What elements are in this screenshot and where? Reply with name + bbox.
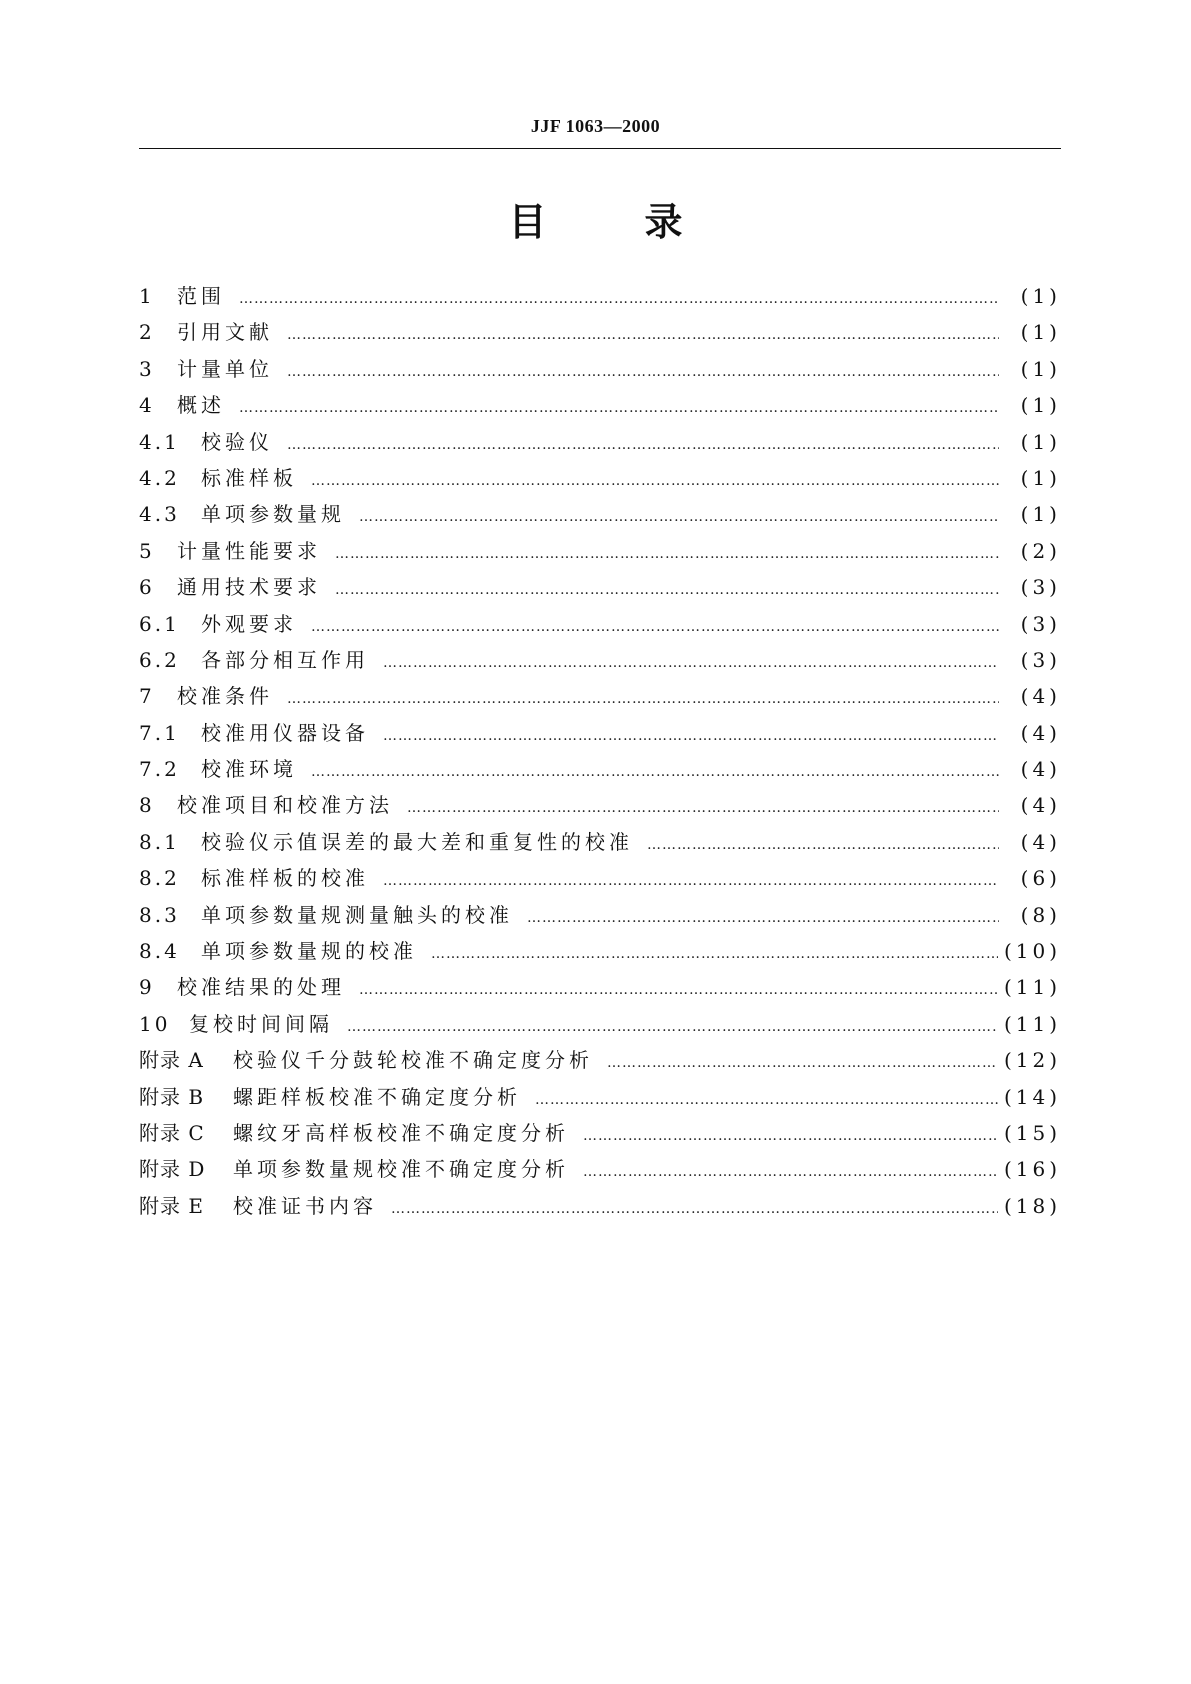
toc-entry-label: 计量性能要求 — [177, 538, 321, 563]
dot-leader — [287, 427, 999, 463]
dot-leader — [607, 1045, 998, 1081]
toc-entry-number: 附录 C — [139, 1120, 205, 1145]
toc-entry-page: (3) — [1020, 575, 1061, 600]
toc-entry-label: 范围 — [177, 284, 225, 308]
dot-leader — [311, 754, 999, 790]
dot-leader — [647, 827, 999, 863]
toc-entry-label: 引用文献 — [177, 320, 273, 345]
toc-entry-page: (8) — [1020, 902, 1061, 927]
toc-entry-label: 校准证书内容 — [233, 1193, 377, 1218]
toc-entry-label: 单项参数量规校准不确定度分析 — [233, 1157, 569, 1182]
toc-entry-label: 单项参数量规测量触头的校准 — [201, 902, 513, 927]
toc-entry-page: (1) — [1020, 356, 1061, 381]
toc-entry-number: 10 — [139, 1011, 171, 1036]
toc-entry-label: 标准样板 — [201, 465, 297, 490]
toc-entry-8-2 — [139, 860, 1061, 896]
page-title — [0, 197, 1191, 247]
toc-entry-2 — [139, 314, 1061, 350]
dot-leader — [239, 390, 999, 426]
toc-entry-page: (1) — [1020, 284, 1061, 308]
toc-entry-number: 9 — [139, 975, 155, 1000]
dot-leader — [583, 1118, 998, 1154]
dot-leader — [287, 317, 999, 353]
toc-entry-page: (3) — [1020, 647, 1061, 672]
toc-entry-page: (4) — [1020, 720, 1061, 745]
toc-entry-4 — [139, 387, 1061, 423]
toc-entry-label: 外观要求 — [201, 611, 297, 636]
dot-leader — [407, 790, 999, 826]
dot-leader — [311, 463, 999, 499]
dot-leader — [287, 681, 999, 717]
toc-entry-label: 校准结果的处理 — [177, 975, 345, 1000]
toc-entry-label: 校准用仪器设备 — [201, 720, 369, 745]
toc-entry-label: 校准条件 — [177, 684, 273, 709]
title-char-1: 目 — [508, 200, 547, 244]
toc-entry-number: 附录 E — [139, 1193, 204, 1218]
toc-entry-number: 7 — [139, 684, 155, 709]
toc-entry-label: 校准环境 — [201, 757, 297, 782]
toc-entry-page: (1) — [1020, 393, 1061, 418]
toc-entry-page: (11) — [1003, 975, 1061, 1000]
toc-entry-label: 单项参数量规的校准 — [201, 939, 417, 964]
toc-entry-number: 7.1 — [139, 720, 180, 745]
dot-leader — [431, 936, 998, 972]
toc-entry-appendix-e — [139, 1188, 1061, 1224]
toc-entry-4-3 — [139, 496, 1061, 532]
toc-entry-page: (12) — [1003, 1048, 1061, 1073]
toc-entry-5 — [139, 533, 1061, 569]
toc-entry-number: 4.3 — [139, 502, 180, 527]
toc-entry-number: 附录 B — [139, 1084, 205, 1109]
toc-entry-page: (11) — [1003, 1011, 1061, 1036]
dot-leader — [287, 354, 999, 390]
toc-entry-page: (14) — [1003, 1084, 1061, 1109]
toc-entry-number: 8.2 — [139, 866, 180, 891]
toc-entry-page: (4) — [1020, 829, 1061, 854]
dot-leader — [383, 718, 999, 754]
toc-entry-1 — [139, 278, 1061, 314]
toc-entry-number: 4.1 — [139, 429, 180, 454]
toc-entry-label: 单项参数量规 — [201, 502, 345, 527]
toc-entry-label: 计量单位 — [177, 356, 273, 381]
toc-entry-label: 各部分相互作用 — [201, 647, 369, 672]
toc-entry-number: 4.2 — [139, 465, 180, 490]
toc-entry-page: (4) — [1020, 684, 1061, 709]
toc-entry-page: (1) — [1020, 502, 1061, 527]
header-rule — [139, 148, 1061, 149]
toc-entry-number: 8.3 — [139, 902, 180, 927]
toc-entry-page: (1) — [1020, 429, 1061, 454]
toc-entry-number: 6.1 — [139, 611, 180, 636]
toc-entry-number: 8.4 — [139, 939, 180, 964]
toc-entry-number: 附录 D — [139, 1157, 206, 1182]
dot-leader — [391, 1191, 998, 1227]
dot-leader — [527, 900, 999, 936]
toc-entry-10 — [139, 1006, 1061, 1042]
toc-entry-page: (4) — [1020, 793, 1061, 818]
dot-leader — [359, 972, 998, 1008]
toc-entry-page: (2) — [1020, 538, 1061, 563]
toc-entry-8 — [139, 787, 1061, 823]
toc-entry-number: 1 — [139, 284, 155, 308]
dot-leader — [347, 1009, 998, 1045]
toc-entry-8-1 — [139, 824, 1061, 860]
toc-entry-number: 7.2 — [139, 757, 180, 782]
toc-entry-8-4 — [139, 933, 1061, 969]
toc-entry-appendix-a — [139, 1042, 1061, 1078]
toc-entry-number: 4 — [139, 393, 155, 418]
table-of-contents — [139, 278, 1061, 1224]
toc-entry-page: (1) — [1020, 320, 1061, 345]
toc-entry-page: (15) — [1003, 1120, 1061, 1145]
toc-entry-page: (4) — [1020, 757, 1061, 782]
toc-entry-6 — [139, 569, 1061, 605]
toc-entry-number: 8.1 — [139, 829, 180, 854]
dot-leader — [535, 1082, 998, 1118]
toc-entry-8-3 — [139, 897, 1061, 933]
toc-entry-appendix-b — [139, 1079, 1061, 1115]
toc-entry-number: 附录 A — [139, 1048, 204, 1073]
toc-entry-appendix-d — [139, 1151, 1061, 1187]
toc-entry-number: 5 — [139, 538, 155, 563]
dot-leader — [383, 863, 999, 899]
toc-entry-label: 校验仪千分鼓轮校准不确定度分析 — [233, 1048, 593, 1073]
document-code-header: JJF 1063—2000 — [530, 116, 661, 136]
dot-leader — [239, 281, 999, 317]
toc-entry-page: (18) — [1003, 1193, 1061, 1218]
toc-entry-7-2 — [139, 751, 1061, 787]
toc-entry-label: 标准样板的校准 — [201, 866, 369, 891]
toc-entry-number: 6 — [139, 575, 155, 600]
toc-entry-label: 校准项目和校准方法 — [177, 793, 393, 818]
dot-leader — [383, 645, 999, 681]
toc-entry-label: 螺纹牙高样板校准不确定度分析 — [233, 1120, 569, 1145]
dot-leader — [335, 536, 999, 572]
toc-entry-label: 螺距样板校准不确定度分析 — [233, 1084, 521, 1109]
dot-leader — [311, 609, 999, 645]
toc-entry-number: 6.2 — [139, 647, 180, 672]
toc-entry-label: 复校时间间隔 — [189, 1011, 333, 1036]
toc-entry-page: (16) — [1003, 1157, 1061, 1182]
toc-entry-page: (6) — [1020, 866, 1061, 891]
toc-entry-number: 3 — [139, 356, 155, 381]
toc-entry-label: 概述 — [177, 393, 225, 418]
toc-entry-9 — [139, 969, 1061, 1005]
toc-entry-6-2 — [139, 642, 1061, 678]
dot-leader — [359, 499, 999, 535]
toc-entry-label: 校验仪示值误差的最大差和重复性的校准 — [201, 829, 633, 854]
title-char-2: 录 — [644, 200, 683, 244]
toc-entry-4-1 — [139, 424, 1061, 460]
toc-entry-label: 校验仪 — [201, 429, 273, 454]
toc-entry-7 — [139, 678, 1061, 714]
toc-entry-page: (1) — [1020, 465, 1061, 490]
dot-leader — [583, 1154, 998, 1190]
toc-entry-6-1 — [139, 606, 1061, 642]
toc-entry-4-2 — [139, 460, 1061, 496]
toc-entry-7-1 — [139, 715, 1061, 751]
dot-leader — [335, 572, 999, 608]
toc-entry-number: 8 — [139, 793, 155, 818]
toc-entry-page: (10) — [1003, 939, 1061, 964]
toc-entry-label: 通用技术要求 — [177, 575, 321, 600]
toc-entry-number: 2 — [139, 320, 155, 345]
toc-entry-appendix-c — [139, 1115, 1061, 1151]
toc-entry-page: (3) — [1020, 611, 1061, 636]
toc-entry-3 — [139, 351, 1061, 387]
